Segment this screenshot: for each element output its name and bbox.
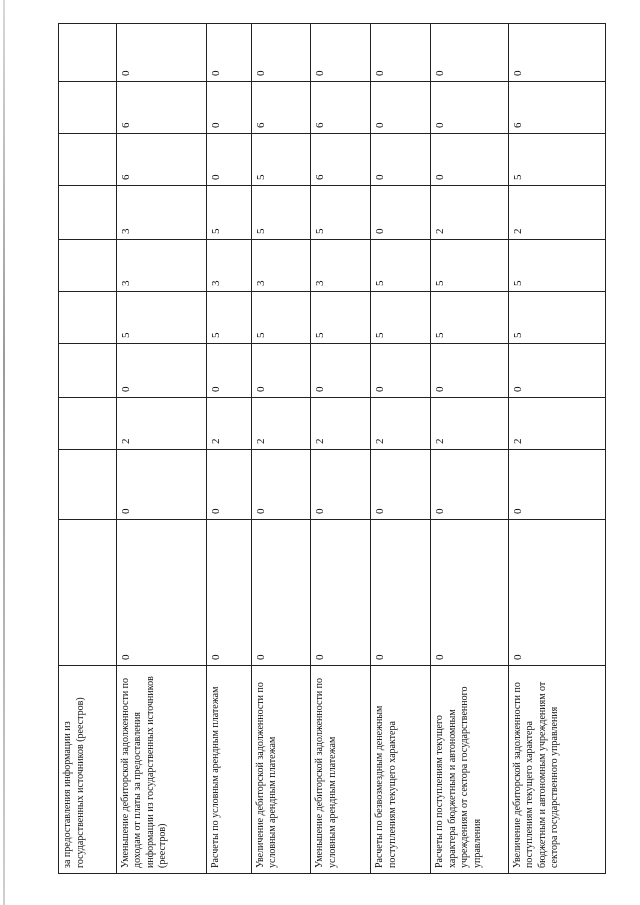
code-cell: 0 xyxy=(431,450,509,520)
table-row xyxy=(431,24,509,874)
code-cell: 5 xyxy=(251,292,311,344)
row-label: Уменьшение дебиторской задолженности по доходам от платы за предоставления информации из государственных источников (реестров) xyxy=(116,666,207,874)
code-cell: 0 xyxy=(207,134,251,186)
code-cell: 3 xyxy=(207,240,251,292)
code-cell: 0 xyxy=(508,450,606,520)
code-cell: 5 xyxy=(431,292,509,344)
table-body xyxy=(59,24,606,874)
scan-edge xyxy=(3,0,5,905)
code-cell: 5 xyxy=(311,186,371,240)
row-label: Расчеты по условным арендным платежам xyxy=(207,666,251,874)
code-cell: 5 xyxy=(251,134,311,186)
code-cell: 5 xyxy=(371,240,431,292)
code-cell: 0 xyxy=(251,344,311,398)
code-cell: 0 xyxy=(431,344,509,398)
code-cell: 5 xyxy=(508,134,606,186)
code-cell xyxy=(59,134,117,186)
code-cell: 0 xyxy=(116,24,207,82)
code-cell: 6 xyxy=(311,82,371,134)
code-cell: 2 xyxy=(431,398,509,450)
row-label: Уменьшение дебиторской задолженности по условным арендным платежам xyxy=(311,666,371,874)
code-cell: 6 xyxy=(251,82,311,134)
code-cell: 0 xyxy=(116,450,207,520)
code-cell: 0 xyxy=(311,450,371,520)
row-label: за предоставления информации из государственных источников (реестров) xyxy=(59,666,117,874)
code-cell: 5 xyxy=(207,186,251,240)
code-cell: 2 xyxy=(116,398,207,450)
table-row xyxy=(311,24,371,874)
code-cell: 0 xyxy=(371,520,431,666)
table-row xyxy=(207,24,251,874)
code-cell: 6 xyxy=(116,82,207,134)
code-cell: 5 xyxy=(508,240,606,292)
code-cell: 5 xyxy=(207,292,251,344)
code-cell: 0 xyxy=(207,450,251,520)
row-label: Увеличение дебиторской задолженности по поступлениям текущего характера бюджетным и автономным учреждениям от сектора государственного управления xyxy=(508,666,606,874)
code-cell: 2 xyxy=(508,398,606,450)
row-label: Расчеты по безвозмездным денежным поступлениям текущего характера xyxy=(371,666,431,874)
code-cell: 0 xyxy=(431,134,509,186)
code-cell: 0 xyxy=(508,520,606,666)
code-cell: 0 xyxy=(431,82,509,134)
code-cell: 0 xyxy=(311,24,371,82)
code-cell: 2 xyxy=(371,398,431,450)
code-cell xyxy=(59,520,117,666)
code-cell: 0 xyxy=(508,344,606,398)
code-cell xyxy=(59,186,117,240)
code-cell: 5 xyxy=(116,292,207,344)
code-cell: 5 xyxy=(431,240,509,292)
code-cell xyxy=(59,292,117,344)
code-cell xyxy=(59,240,117,292)
code-cell: 5 xyxy=(371,292,431,344)
code-cell: 6 xyxy=(508,82,606,134)
rotated-page xyxy=(58,62,606,874)
code-cell: 0 xyxy=(371,82,431,134)
code-cell: 0 xyxy=(431,24,509,82)
code-cell: 2 xyxy=(207,398,251,450)
code-cell: 2 xyxy=(311,398,371,450)
code-cell: 0 xyxy=(371,134,431,186)
code-cell xyxy=(59,398,117,450)
code-cell: 0 xyxy=(207,82,251,134)
code-cell: 5 xyxy=(251,186,311,240)
table-row xyxy=(116,24,207,874)
code-cell: 3 xyxy=(311,240,371,292)
code-cell: 0 xyxy=(371,450,431,520)
code-cell: 2 xyxy=(431,186,509,240)
code-cell: 3 xyxy=(116,240,207,292)
row-label: Расчеты по поступлениям текущего характера бюджетным и автономным учреждениям от сектора государственного управления xyxy=(431,666,509,874)
code-cell: 0 xyxy=(431,520,509,666)
code-cell: 5 xyxy=(508,292,606,344)
code-cell: 6 xyxy=(116,134,207,186)
code-cell xyxy=(59,82,117,134)
code-cell xyxy=(59,344,117,398)
code-cell: 0 xyxy=(207,344,251,398)
code-cell: 0 xyxy=(311,344,371,398)
code-cell: 0 xyxy=(116,520,207,666)
code-cell: 3 xyxy=(116,186,207,240)
table-row xyxy=(251,24,311,874)
code-cell: 5 xyxy=(311,292,371,344)
code-cell xyxy=(59,450,117,520)
table-row xyxy=(508,24,606,874)
code-cell: 0 xyxy=(311,520,371,666)
code-cell: 0 xyxy=(207,24,251,82)
row-label: Увеличение дебиторской задолженности по условным арендным платежам xyxy=(251,666,311,874)
code-cell: 0 xyxy=(251,24,311,82)
code-cell: 0 xyxy=(116,344,207,398)
code-cell: 2 xyxy=(251,398,311,450)
code-cell: 0 xyxy=(251,520,311,666)
table-row xyxy=(371,24,431,874)
code-cell: 2 xyxy=(508,186,606,240)
code-cell: 0 xyxy=(207,520,251,666)
code-cell: 0 xyxy=(251,450,311,520)
code-cell: 0 xyxy=(508,24,606,82)
code-cell: 0 xyxy=(371,24,431,82)
code-cell: 6 xyxy=(311,134,371,186)
classification-table xyxy=(58,23,606,874)
code-cell: 0 xyxy=(371,186,431,240)
code-cell: 0 xyxy=(371,344,431,398)
table-row xyxy=(59,24,117,874)
code-cell xyxy=(59,24,117,82)
code-cell: 3 xyxy=(251,240,311,292)
